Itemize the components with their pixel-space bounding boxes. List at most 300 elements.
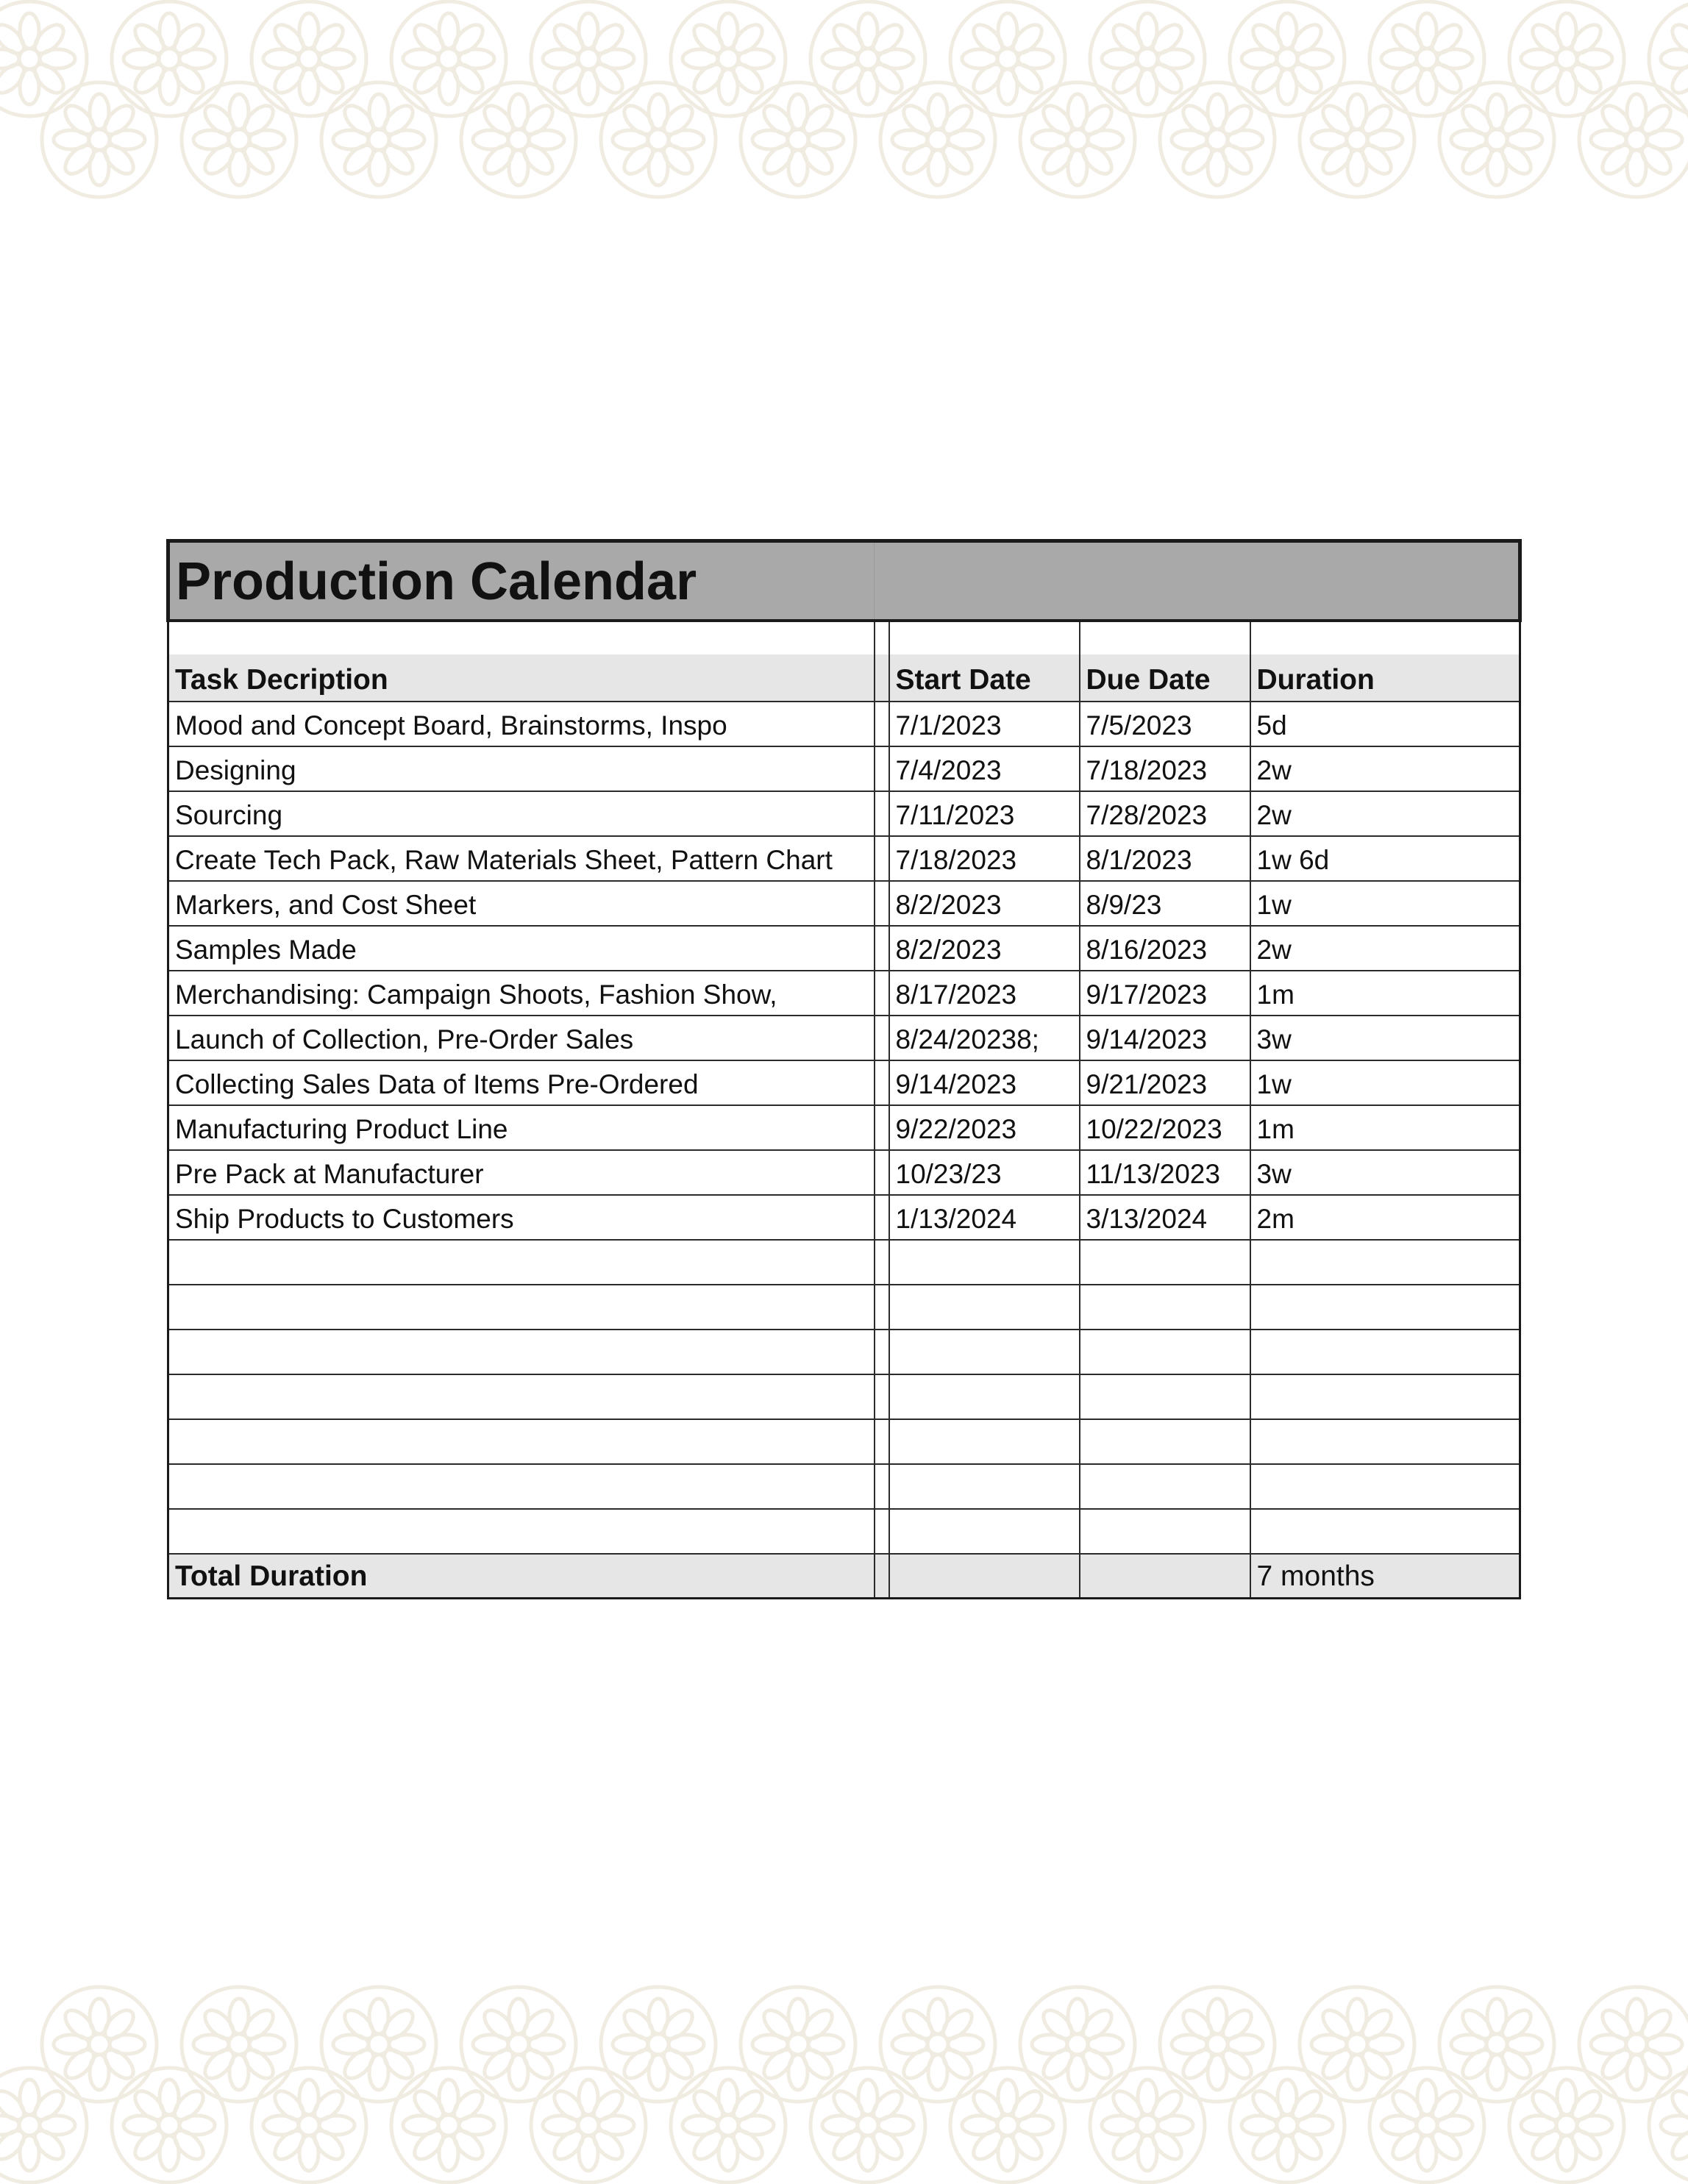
lace-petal [1148, 60, 1186, 98]
lace-ring [531, 2068, 646, 2183]
due-date-cell: 8/1/2023 [1080, 836, 1250, 881]
lace-petal [1498, 140, 1536, 179]
empty-cell [1250, 1285, 1520, 1330]
empty-cell [168, 1419, 875, 1464]
lace-petal [899, 101, 937, 139]
lace-petal [899, 2045, 937, 2083]
lace-petal [549, 2086, 588, 2124]
lace-petal [240, 2045, 278, 2083]
lace-petal [619, 2045, 658, 2083]
lace-ring [1649, 1, 1688, 116]
lace-petal [1358, 2045, 1396, 2083]
lace-petal [799, 2005, 837, 2044]
lace-petal [1008, 60, 1047, 98]
lace-petal [1178, 2005, 1217, 2044]
empty-cell [168, 1240, 875, 1285]
lace-petal [759, 2005, 797, 2044]
task-cell: Manufacturing Product Line [168, 1105, 875, 1150]
lace-petal [30, 2126, 68, 2164]
empty-cell [1250, 1419, 1520, 1464]
lace-petal [869, 60, 907, 98]
empty-cell [1080, 1464, 1250, 1509]
duration-cell: 1w [1250, 881, 1520, 926]
task-cell: Mood and Concept Board, Brainstorms, Inspo [168, 702, 875, 746]
lace-petal [480, 2045, 518, 2083]
due-date-cell: 7/28/2023 [1080, 791, 1250, 836]
lace-petal [1248, 20, 1286, 58]
gap-cell [875, 1509, 889, 1554]
lace-petal [340, 2005, 378, 2044]
lace-petal [659, 2005, 697, 2044]
lace-ring [391, 1, 506, 116]
empty-row [168, 1419, 1520, 1464]
lace-petal [799, 140, 837, 179]
empty-row [168, 1464, 1520, 1509]
lace-petal [1318, 140, 1356, 179]
lace-pattern-top [0, 0, 1688, 213]
lace-petal [1178, 140, 1217, 179]
lace-petal [619, 140, 658, 179]
empty-cell [889, 1374, 1080, 1419]
lace-petal [170, 2126, 208, 2164]
header-due-date: Due Date [1080, 654, 1250, 702]
lace-petal [799, 101, 837, 139]
title-fill [875, 541, 1520, 621]
task-cell: Ship Products to Customers [168, 1195, 875, 1240]
duration-cell: 2w [1250, 791, 1520, 836]
lace-petal [589, 60, 627, 98]
start-date-cell: 7/1/2023 [889, 702, 1080, 746]
lace-petal [1637, 140, 1675, 179]
empty-cell [889, 1285, 1080, 1330]
lace-petal [829, 20, 867, 58]
lace-ring [42, 82, 157, 197]
lace-petal [100, 2045, 138, 2083]
task-cell: Markers, and Cost Sheet [168, 881, 875, 926]
lace-petal [1248, 60, 1286, 98]
lace-petal [1667, 2126, 1688, 2164]
start-date-cell: 7/4/2023 [889, 746, 1080, 791]
lace-ring [811, 1, 925, 116]
lace-petal [1458, 2045, 1496, 2083]
gap-cell [875, 1554, 889, 1599]
lace-petal [480, 140, 518, 179]
lace-petal [130, 2126, 168, 2164]
lace-petal [1218, 2045, 1256, 2083]
empty-cell [1080, 1554, 1250, 1599]
duration-cell: 2w [1250, 746, 1520, 791]
lace-petal [939, 2005, 977, 2044]
lace-ring [950, 2068, 1065, 2183]
lace-petal [1288, 2126, 1326, 2164]
lace-petal [1288, 60, 1326, 98]
start-date-cell: 1/13/2024 [889, 1195, 1080, 1240]
lace-petal [899, 140, 937, 179]
lace-ring [1020, 1987, 1135, 2102]
empty-cell [889, 1330, 1080, 1374]
header-start-date: Start Date [889, 654, 1080, 702]
lace-petal [1598, 101, 1636, 139]
lace-ring [252, 2068, 366, 2183]
task-cell: Collecting Sales Data of Items Pre-Ordered [168, 1060, 875, 1105]
lace-petal [689, 2126, 727, 2164]
lace-petal [1008, 2086, 1047, 2124]
start-date-cell: 8/2/2023 [889, 881, 1080, 926]
lace-ring [1439, 82, 1554, 197]
lace-petal [869, 20, 907, 58]
lace-petal [410, 20, 448, 58]
lace-pattern-bottom [0, 1971, 1688, 2184]
header-row [168, 654, 1520, 702]
lace-ring [1439, 1987, 1554, 2102]
lace-ring [880, 1987, 995, 2102]
lace-petal [1108, 60, 1147, 98]
task-cell: Merchandising: Campaign Shoots, Fashion Show, [168, 971, 875, 1016]
lace-petal [519, 140, 558, 179]
gap-cell [875, 881, 889, 926]
lace-ring [1020, 82, 1135, 197]
lace-petal [1008, 2126, 1047, 2164]
lace-petal [100, 101, 138, 139]
lace-ring [1090, 1, 1205, 116]
gap-cell [875, 1330, 889, 1374]
lace-petal [310, 2126, 348, 2164]
lace-petal [200, 2005, 238, 2044]
lace-ring [391, 2068, 506, 2183]
empty-cell [889, 1240, 1080, 1285]
gap-cell [875, 1150, 889, 1195]
lace-petal [380, 101, 418, 139]
gap-cell [875, 1374, 889, 1419]
gap-cell [875, 1195, 889, 1240]
lace-petal [1218, 101, 1256, 139]
empty-cell [889, 1554, 1080, 1599]
lace-ring [671, 1, 786, 116]
lace-petal [1458, 140, 1496, 179]
lace-petal [410, 2126, 448, 2164]
lace-petal [270, 2086, 308, 2124]
empty-cell [1080, 1374, 1250, 1419]
lace-petal [1358, 2005, 1396, 2044]
task-cell: Create Tech Pack, Raw Materials Sheet, Pattern Chart [168, 836, 875, 881]
lace-ring [811, 2068, 925, 2183]
task-cell: Samples Made [168, 926, 875, 971]
lace-petal [589, 2086, 627, 2124]
lace-petal [589, 20, 627, 58]
table-row [168, 1195, 1520, 1240]
gap-cell [875, 926, 889, 971]
lace-ring [252, 1, 366, 116]
due-date-cell: 8/9/23 [1080, 881, 1250, 926]
lace-petal [659, 101, 697, 139]
lace-petal [1598, 140, 1636, 179]
lace-petal [30, 20, 68, 58]
task-cell: Pre Pack at Manufacturer [168, 1150, 875, 1195]
table-row [168, 926, 1520, 971]
lace-petal [340, 140, 378, 179]
start-date-cell: 9/14/2023 [889, 1060, 1080, 1105]
lace-petal [619, 2005, 658, 2044]
lace-petal [549, 2126, 588, 2164]
lace-petal [170, 20, 208, 58]
lace-petal [1498, 101, 1536, 139]
lace-petal [200, 101, 238, 139]
lace-ring [182, 1987, 296, 2102]
due-date-cell: 9/14/2023 [1080, 1016, 1250, 1060]
lace-petal [1528, 2126, 1566, 2164]
total-label: Total Duration [168, 1554, 875, 1599]
lace-petal [380, 140, 418, 179]
lace-ring [1300, 1987, 1414, 2102]
duration-cell: 1w 6d [1250, 836, 1520, 881]
lace-petal [1388, 60, 1426, 98]
lace-ring [1370, 2068, 1484, 2183]
lace-petal [1108, 20, 1147, 58]
lace-petal [340, 2045, 378, 2083]
lace-petal [100, 140, 138, 179]
lace-ring [880, 82, 995, 197]
empty-cell [1080, 1419, 1250, 1464]
table-row [168, 1150, 1520, 1195]
task-cell: Launch of Collection, Pre-Order Sales [168, 1016, 875, 1060]
lace-petal [170, 2086, 208, 2124]
empty-cell [168, 1509, 875, 1554]
gap-cell [875, 1105, 889, 1150]
lace-petal [829, 60, 867, 98]
lace-petal [659, 140, 697, 179]
lace-petal [1108, 2086, 1147, 2124]
lace-petal [1078, 140, 1117, 179]
empty-cell [168, 1285, 875, 1330]
lace-petal [759, 101, 797, 139]
lace-petal [969, 20, 1007, 58]
lace-petal [619, 101, 658, 139]
empty-cell [1250, 1374, 1520, 1419]
lace-petal [1078, 2005, 1117, 2044]
due-date-cell: 7/18/2023 [1080, 746, 1250, 791]
lace-ring [601, 82, 716, 197]
production-calendar-table [166, 539, 1522, 1599]
due-date-cell: 11/13/2023 [1080, 1150, 1250, 1195]
lace-petal [799, 2045, 837, 2083]
table-row [168, 702, 1520, 746]
lace-petal [969, 2086, 1007, 2124]
lace-ring [1230, 2068, 1345, 2183]
lace-petal [659, 2045, 697, 2083]
table-row [168, 791, 1520, 836]
start-date-cell: 10/23/23 [889, 1150, 1080, 1195]
gap-cell [875, 702, 889, 746]
lace-petal [1358, 101, 1396, 139]
lace-petal [589, 2126, 627, 2164]
lace-petal [1637, 2005, 1675, 2044]
empty-cell [1080, 1285, 1250, 1330]
lace-petal [1528, 60, 1566, 98]
lace-petal [30, 2086, 68, 2124]
lace-petal [969, 2126, 1007, 2164]
lace-petal [939, 2045, 977, 2083]
lace-petal [1567, 60, 1606, 98]
lace-petal [1039, 101, 1077, 139]
start-date-cell: 9/22/2023 [889, 1105, 1080, 1150]
due-date-cell: 10/22/2023 [1080, 1105, 1250, 1150]
lace-petal [1567, 2126, 1606, 2164]
empty-row [168, 1285, 1520, 1330]
lace-petal [170, 60, 208, 98]
gap-cell [875, 746, 889, 791]
empty-cell [1080, 1509, 1250, 1554]
lace-petal [1039, 2005, 1077, 2044]
duration-cell: 1m [1250, 971, 1520, 1016]
lace-ring [112, 2068, 227, 2183]
duration-cell: 1m [1250, 1105, 1520, 1150]
lace-petal [519, 2005, 558, 2044]
lace-petal [1388, 2126, 1426, 2164]
lace-petal [240, 2005, 278, 2044]
lace-petal [939, 101, 977, 139]
lace-petal [1498, 2005, 1536, 2044]
due-date-cell: 9/21/2023 [1080, 1060, 1250, 1105]
lace-petal [1288, 2086, 1326, 2124]
lace-petal [1039, 140, 1077, 179]
lace-border-bottom [0, 1971, 1688, 2184]
lace-petal [1358, 140, 1396, 179]
lace-petal [1248, 2086, 1286, 2124]
lace-petal [1078, 2045, 1117, 2083]
lace-petal [1178, 101, 1217, 139]
start-date-cell: 7/18/2023 [889, 836, 1080, 881]
lace-ring [1090, 2068, 1205, 2183]
duration-cell: 2m [1250, 1195, 1520, 1240]
lace-petal [1428, 60, 1466, 98]
lace-ring [182, 82, 296, 197]
lace-ring [321, 1987, 436, 2102]
lace-ring [1300, 82, 1414, 197]
task-cell: Designing [168, 746, 875, 791]
empty-cell [1250, 1464, 1520, 1509]
empty-cell [889, 1464, 1080, 1509]
lace-petal [449, 2086, 488, 2124]
lace-petal [1218, 140, 1256, 179]
lace-ring [112, 1, 227, 116]
table-row [168, 1060, 1520, 1105]
header-duration: Duration [1250, 654, 1520, 702]
lace-petal [969, 60, 1007, 98]
lace-petal [729, 2086, 767, 2124]
lace-petal [270, 20, 308, 58]
lace-petal [1428, 20, 1466, 58]
lace-border-top [0, 0, 1688, 213]
lace-petal [1388, 2086, 1426, 2124]
lace-petal [729, 60, 767, 98]
lace-petal [100, 2005, 138, 2044]
gap-cell [875, 1464, 889, 1509]
start-date-cell: 8/17/2023 [889, 971, 1080, 1016]
lace-ring [601, 1987, 716, 2102]
lace-petal [30, 60, 68, 98]
lace-petal [340, 101, 378, 139]
total-row [168, 1554, 1520, 1599]
lace-petal [449, 2126, 488, 2164]
duration-cell: 3w [1250, 1150, 1520, 1195]
gap-cell [875, 791, 889, 836]
due-date-cell: 8/16/2023 [1080, 926, 1250, 971]
lace-ring [321, 82, 436, 197]
lace-petal [1458, 2005, 1496, 2044]
lace-petal [869, 2126, 907, 2164]
table-row [168, 881, 1520, 926]
due-date-cell: 3/13/2024 [1080, 1195, 1250, 1240]
lace-ring [461, 82, 576, 197]
lace-petal [1148, 20, 1186, 58]
lace-petal [939, 140, 977, 179]
lace-petal [1318, 2045, 1356, 2083]
empty-cell [1250, 1240, 1520, 1285]
lace-petal [60, 101, 99, 139]
lace-petal [1108, 2126, 1147, 2164]
due-date-cell: 7/5/2023 [1080, 702, 1250, 746]
lace-petal [310, 2086, 348, 2124]
lace-petal [519, 101, 558, 139]
lace-petal [60, 2045, 99, 2083]
lace-petal [519, 2045, 558, 2083]
lace-petal [1637, 101, 1675, 139]
lace-petal [310, 60, 348, 98]
table-row [168, 836, 1520, 881]
lace-petal [1428, 2086, 1466, 2124]
lace-ring [1370, 1, 1484, 116]
duration-cell: 3w [1250, 1016, 1520, 1060]
lace-petal [759, 2045, 797, 2083]
lace-petal [1661, 49, 1688, 68]
gap-cell [875, 1240, 889, 1285]
lace-petal [1178, 2045, 1217, 2083]
lace-petal [1667, 20, 1688, 58]
lace-petal [1598, 2045, 1636, 2083]
lace-petal [1388, 20, 1426, 58]
lace-ring [461, 1987, 576, 2102]
lace-petal [270, 2126, 308, 2164]
lace-ring [1230, 1, 1345, 116]
lace-petal [1528, 20, 1566, 58]
lace-ring [1509, 2068, 1624, 2183]
lace-petal [1148, 2086, 1186, 2124]
lace-petal [1248, 2126, 1286, 2164]
empty-cell [1250, 1509, 1520, 1554]
lace-petal [270, 60, 308, 98]
gap-cell [875, 1419, 889, 1464]
empty-cell [1250, 1330, 1520, 1374]
lace-ring [741, 82, 855, 197]
lace-petal [1661, 2116, 1688, 2135]
lace-petal [549, 60, 588, 98]
lace-petal [729, 2126, 767, 2164]
lace-petal [240, 140, 278, 179]
empty-row [168, 1240, 1520, 1285]
lace-petal [759, 140, 797, 179]
duration-cell: 2w [1250, 926, 1520, 971]
lace-petal [1528, 2086, 1566, 2124]
lace-petal [829, 2126, 867, 2164]
page-title: Production Calendar [168, 541, 875, 621]
gap-cell [875, 1060, 889, 1105]
header-gap [875, 654, 889, 702]
empty-cell [168, 1464, 875, 1509]
lace-ring [1160, 1987, 1275, 2102]
lace-ring [1579, 82, 1688, 197]
lace-petal [449, 60, 488, 98]
duration-cell: 5d [1250, 702, 1520, 746]
